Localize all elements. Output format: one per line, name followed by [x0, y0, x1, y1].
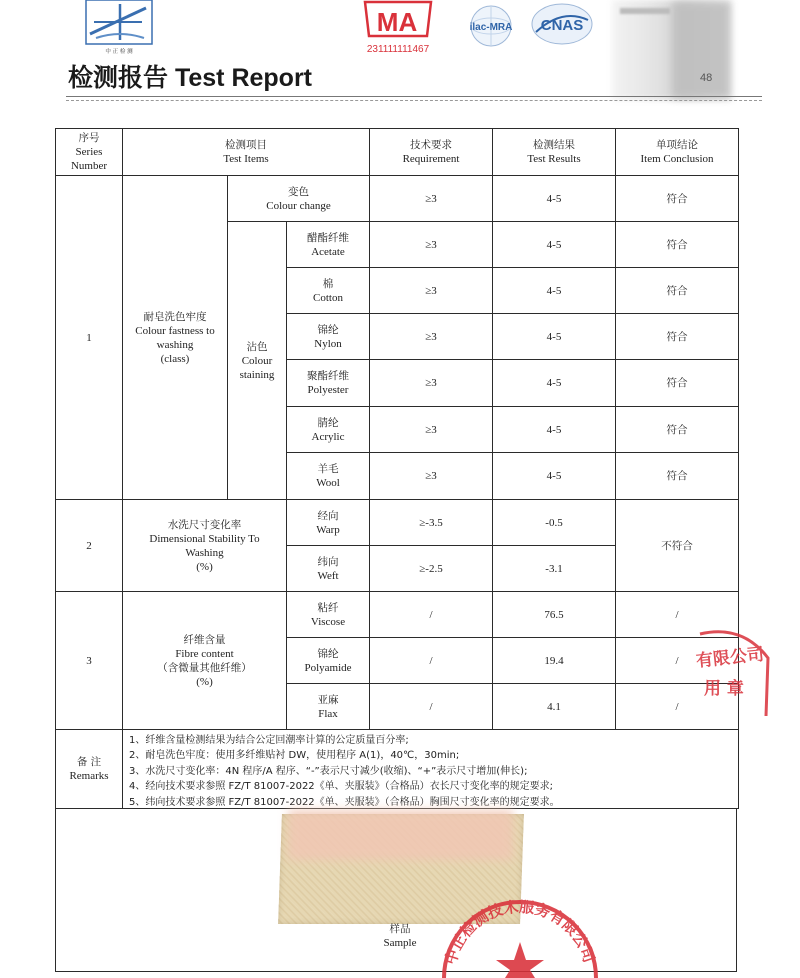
- result-value: 4-5: [546, 330, 562, 343]
- conclusion-value: 符合: [666, 284, 688, 297]
- staining-fibre-nylon: [286, 313, 370, 360]
- section2-series-number: 2: [86, 539, 92, 552]
- header-test-items: [122, 128, 370, 176]
- staining-fibre-acrylic: [286, 406, 370, 453]
- report-number: 48: [700, 72, 713, 84]
- ilac-mra-mark: [462, 4, 520, 52]
- fibre-cn: 聚酯纤维: [307, 370, 349, 382]
- colour-change-conclusion-value: 符合: [666, 192, 688, 205]
- conclusion-value: 符合: [666, 470, 688, 482]
- staining-requirement: [369, 406, 493, 453]
- fibre-en: Flax: [318, 707, 338, 720]
- fibre-cn: 醋酯纤维: [307, 231, 349, 244]
- header-series-cn: 序号: [78, 132, 100, 144]
- colour-change-conclusion: [615, 175, 739, 222]
- fibre-requirement: [369, 591, 493, 638]
- remarks-label-cn: 备 注: [76, 756, 102, 768]
- logo-caption: 中 正 检 测: [105, 49, 133, 55]
- req-value: /: [429, 654, 433, 667]
- staining-fibre-wool: [286, 452, 370, 500]
- req-value: ≥3: [425, 423, 437, 436]
- section2-series: [55, 499, 123, 592]
- staining-result: [492, 359, 616, 407]
- result-value: 4-5: [546, 284, 562, 297]
- remarks-list: [122, 729, 739, 809]
- remark-line: 3、水洗尺寸变化率：4N 程序/A 程序、“-”表示尺寸减少(收缩)、“+”表示尺寸增加(伸长);: [129, 765, 528, 777]
- result-value: 4-5: [546, 238, 562, 251]
- header-test-results: [492, 128, 616, 176]
- remark-line: 1、纤维含量检测结果为结合公定回潮率计算的公定质量百分率;: [129, 735, 409, 746]
- fibre-requirement: [369, 683, 493, 730]
- header-divider: [66, 96, 762, 97]
- direction-en: Weft: [317, 569, 339, 582]
- result-value: 4-5: [546, 470, 562, 482]
- fibre-en: Polyester: [307, 384, 349, 396]
- section3-series-number: 3: [86, 654, 92, 667]
- req-value: ≥-3.5: [419, 516, 443, 529]
- colour-change-cn: 变色: [288, 185, 309, 198]
- header-series-en: Series Number: [70, 146, 108, 172]
- section1-series: [55, 175, 123, 500]
- fibre-en: Wool: [316, 477, 340, 489]
- fibre-cn: 粘纤: [317, 601, 339, 614]
- staining-result: [492, 452, 616, 500]
- cnas-text: CNAS: [540, 17, 584, 34]
- req-value: ≥3: [425, 238, 437, 251]
- staining-requirement: [369, 267, 493, 314]
- remark-line: 5、纬向技术要求参照 FZ/T 81007-2022《单、夹服装》（合格品）胸围尺寸变化率的规定要求。: [129, 796, 560, 808]
- staining-conclusion: [615, 221, 739, 268]
- staining-conclusion: [615, 452, 739, 500]
- conclusion-value: 符合: [666, 423, 688, 436]
- stamp-right-text-2: 用 章: [704, 679, 744, 699]
- stamp-bottom-text: 中正检测技术服务有限公司: [441, 897, 598, 967]
- staining-result: [492, 221, 616, 268]
- result-value: 76.5: [544, 608, 564, 621]
- result-value: 19.4: [544, 654, 564, 667]
- cma-number: 231111111467: [366, 44, 430, 55]
- report-title: 检测报告 Test Report: [68, 64, 312, 92]
- company-round-stamp: [438, 886, 598, 978]
- section2-item: [122, 499, 287, 592]
- section3-item-unit: (%): [196, 675, 213, 688]
- staining-fibre-acetate: [286, 221, 370, 268]
- warp-requirement: [369, 499, 493, 546]
- staining-result: [492, 406, 616, 453]
- conclusion-value: /: [675, 700, 679, 713]
- sample-label-cn: 样品: [389, 923, 411, 935]
- colour-staining-cn: 沾色: [246, 340, 268, 353]
- header-divider-dashed: [66, 100, 762, 101]
- header-items-cn: 检测项目: [225, 139, 267, 151]
- section2-conclusion: [615, 499, 739, 592]
- staining-conclusion: [615, 359, 739, 407]
- ilac-text: ilac-MRA: [469, 22, 513, 33]
- remark-line: 4、经向技术要求参照 FZ/T 81007-2022《单、夹服装》（合格品）衣长尺寸变化率的规定要求;: [129, 781, 554, 793]
- req-value: ≥3: [425, 330, 437, 343]
- req-value: ≥3: [425, 377, 437, 389]
- header-result-cn: 检测结果: [533, 139, 575, 151]
- cma-letters: MA: [376, 7, 418, 37]
- fibre-result: [492, 591, 616, 638]
- colour-change-requirement: [369, 175, 493, 222]
- section3-item-en: Fibre content: [175, 647, 234, 660]
- section1-item-unit: (class): [160, 352, 190, 365]
- fibre-en: Polyamide: [304, 661, 352, 674]
- result-value: 4-5: [546, 377, 562, 389]
- section1-item: [122, 175, 228, 500]
- sample-caption: [360, 922, 440, 950]
- conclusion-value: 符合: [666, 377, 688, 389]
- company-seal-stamp: [682, 628, 772, 718]
- staining-conclusion: [615, 313, 739, 360]
- colour-change-result-value: 4-5: [546, 192, 562, 205]
- fibre-cn: 棉: [322, 277, 334, 290]
- staining-requirement: [369, 313, 493, 360]
- req-value: /: [429, 608, 433, 621]
- remarks-label: [55, 729, 123, 809]
- warp-result: [492, 499, 616, 546]
- header-item-conclusion: [615, 128, 739, 176]
- staining-conclusion: [615, 267, 739, 314]
- result-value: 4-5: [546, 423, 562, 436]
- direction-cn: 纬向: [317, 555, 339, 568]
- remark-line: 2、耐皂洗色牢度：使用多纤维贴衬 DW，使用程序 A(1)，40℃，30min;: [129, 750, 460, 762]
- section2-item-unit: (%): [196, 560, 213, 573]
- fibre-en: Cotton: [313, 291, 343, 304]
- fibre-en: Acrylic: [311, 430, 345, 443]
- direction-warp: [286, 499, 370, 546]
- header-req-cn: 技术要求: [410, 139, 452, 151]
- cnas-mark: [530, 2, 594, 50]
- header-req-en: Requirement: [402, 153, 460, 165]
- result-value: 4.1: [547, 700, 561, 713]
- header-requirement: [369, 128, 493, 176]
- section3-series: [55, 591, 123, 730]
- header-series-number: [55, 128, 123, 176]
- staining-fibre-cotton: [286, 267, 370, 314]
- direction-cn: 经向: [317, 509, 339, 522]
- header-result-en: Test Results: [527, 153, 581, 165]
- fibre-en: Viscose: [310, 615, 346, 628]
- fibre-cn: 锦纶: [317, 647, 339, 660]
- result-value: -0.5: [545, 516, 563, 529]
- section3-item-note: （含微量其他纤维）: [157, 661, 252, 674]
- staining-requirement: [369, 221, 493, 268]
- section1-series-number: 1: [86, 331, 92, 344]
- colour-staining-label: [227, 221, 287, 500]
- sample-label-en: Sample: [383, 937, 417, 949]
- fibre-cn: 亚麻: [317, 693, 339, 706]
- staining-conclusion: [615, 406, 739, 453]
- colour-change-label: [227, 175, 370, 222]
- colour-change-req-value: ≥3: [425, 192, 437, 205]
- colour-staining-en: Colour staining: [239, 354, 275, 381]
- header-items-en: Test Items: [223, 153, 269, 165]
- staining-fibre-polyester: [286, 359, 370, 407]
- stamp-right-text-1: 有限公司: [695, 644, 765, 672]
- staining-result: [492, 313, 616, 360]
- conclusion-value: /: [675, 608, 679, 621]
- fibre-cn: 腈纶: [317, 416, 339, 429]
- direction-weft: [286, 545, 370, 592]
- fibre-cn: 锦纶: [317, 323, 339, 336]
- header-conclusion-cn: 单项结论: [656, 139, 698, 151]
- colour-change-en: Colour change: [266, 199, 331, 212]
- req-value: ≥3: [425, 284, 437, 297]
- req-value: ≥-2.5: [419, 562, 443, 575]
- staining-result: [492, 267, 616, 314]
- colour-change-result: [492, 175, 616, 222]
- section3-item: [122, 591, 287, 730]
- section2-item-en: Dimensional Stability To Washing: [149, 532, 260, 559]
- fibre-result: [492, 683, 616, 730]
- fibre-polyamide: [286, 637, 370, 684]
- fibre-viscose: [286, 591, 370, 638]
- redacted-sample-label: [288, 810, 513, 860]
- remarks-label-en: Remarks: [69, 770, 109, 782]
- fibre-requirement: [369, 637, 493, 684]
- result-value: -3.1: [545, 562, 563, 575]
- cma-certification-mark: [357, 0, 439, 56]
- section1-item-en: Colour fastness to washing: [135, 324, 215, 351]
- weft-requirement: [369, 545, 493, 592]
- staining-requirement: [369, 359, 493, 407]
- fibre-flax: [286, 683, 370, 730]
- redacted-text: [620, 8, 670, 14]
- fibre-cn: 羊毛: [317, 463, 339, 475]
- section2-conclusion-value: 不符合: [661, 539, 693, 552]
- weft-result: [492, 545, 616, 592]
- company-logo: [84, 0, 156, 56]
- req-value: /: [429, 700, 433, 713]
- section2-item-cn: 水洗尺寸变化率: [167, 518, 242, 531]
- req-value: ≥3: [425, 470, 437, 482]
- section3-item-cn: 纤维含量: [183, 633, 226, 646]
- section1-item-cn: 耐皂洗色牢度: [143, 310, 207, 323]
- fibre-result: [492, 637, 616, 684]
- conclusion-value: /: [675, 654, 679, 667]
- fibre-en: Acetate: [311, 245, 345, 258]
- header-conclusion-en: Item Conclusion: [640, 153, 714, 165]
- conclusion-value: 符合: [666, 238, 688, 251]
- conclusion-value: 符合: [666, 330, 688, 343]
- direction-en: Warp: [316, 523, 340, 536]
- fibre-en: Nylon: [314, 337, 342, 350]
- staining-requirement: [369, 452, 493, 500]
